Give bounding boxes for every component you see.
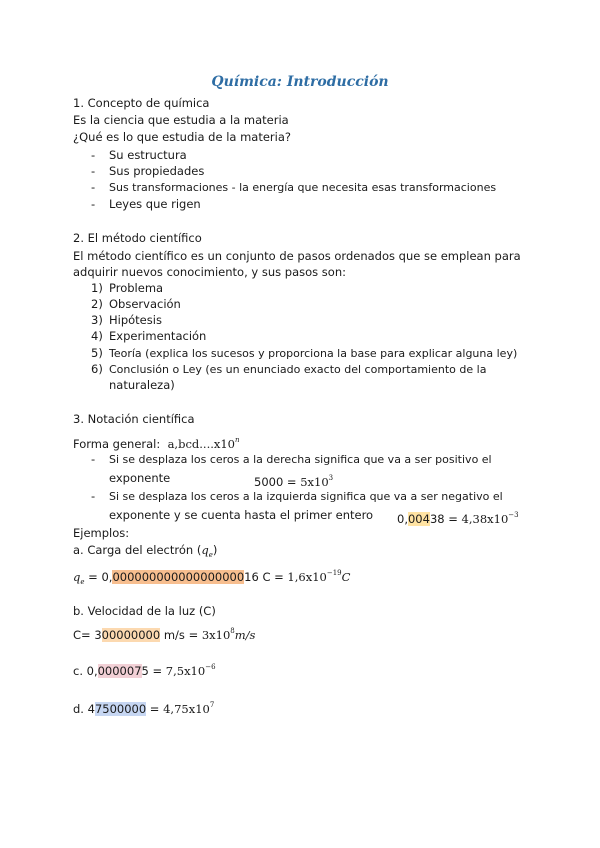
highlight-zeros: 00000000 [101, 628, 161, 642]
bullet-text: Sus transformaciones - la energía que necesita esas transformaciones [109, 181, 497, 194]
step-number: 3) [91, 313, 103, 327]
highlight-zeros: 000007 [97, 664, 142, 678]
bullet-text: Leyes que rigen [109, 197, 201, 211]
example-d-equation: d. $47500000 = 4,75x10^7$ [73, 701, 215, 716]
rule-2-example: $0,00438 = 4,38x10^{-3}$ [397, 511, 519, 526]
list-item: - [91, 452, 96, 466]
list-item: - [91, 164, 96, 178]
example-b-label: b. Velocidad de la luz (C) [73, 604, 216, 618]
step-number: 6) [91, 362, 103, 376]
highlight-zeros: 000000000000000000 [112, 570, 245, 584]
rule-2-text-continued: exponente y se cuenta hasta el primer entero [109, 508, 374, 522]
list-item: - [91, 489, 96, 503]
rule-1-example: $5000 = 5x10^3$ [254, 474, 334, 489]
example-c-equation: c. $0,0000075 = 7,5x10^{-6}$ [73, 663, 216, 678]
highlight-digits: 7500000 [94, 702, 147, 716]
list-item: - [91, 148, 96, 162]
bullet-text: Su estructura [109, 148, 187, 162]
examples-label: Ejemplos: [73, 526, 130, 540]
section-3-heading: 3. Notación científica [73, 412, 195, 426]
example-a-equation: $q_e = 0,00000000000000000016$ $C = 1,6x10^{-19}C$ [73, 569, 351, 586]
bullet-text: Sus propiedades [109, 164, 205, 178]
general-form-label: Forma general: [73, 437, 161, 451]
example-b-equation: C= 300000000 $m/s = 3x10^8m/s$ [73, 627, 256, 642]
step-text: Problema [109, 281, 164, 295]
step-number: 4) [91, 329, 103, 343]
rule-1-text: Si se desplaza los ceros a la derecha significa que va a ser positivo el [109, 453, 492, 466]
example-a-label: a. Carga del electrón $(q_e)$ [73, 543, 218, 559]
question-text: ¿Qué es lo que estudia de la materia? [73, 130, 292, 144]
method-intro-line-2: adquirir nuevos conocimiento, y sus pasos son: [73, 265, 346, 279]
highlight-zeros: 004 [407, 512, 430, 526]
general-form [73, 433, 240, 452]
method-intro-line-1: El método científico es un conjunto de pasos ordenados que se emplean para [73, 249, 521, 263]
step-text: Teoría (explica los sucesos y proporciona la base para explicar alguna ley) [109, 347, 518, 360]
step-text-continued: naturaleza) [109, 378, 175, 392]
section-2-heading: 2. El método científico [73, 231, 202, 245]
step-number: 1) [91, 281, 103, 295]
step-text: Observación [109, 297, 181, 311]
general-form-expression: a,bcd....x10 [167, 437, 235, 451]
general-form-exponent: n [235, 436, 240, 444]
list-item: - [91, 180, 96, 194]
rule-2-text: Si se desplaza los ceros a la izquierda significa que va a ser negativo el [109, 490, 503, 503]
definition-text: Es la ciencia que estudia a la materia [73, 113, 289, 127]
list-item: - [91, 197, 96, 211]
step-text: Hipótesis [109, 313, 162, 327]
step-text: Experimentación [109, 329, 207, 343]
step-number: 2) [91, 297, 103, 311]
rule-1-text-continued: exponente [109, 471, 171, 485]
step-number: 5) [91, 346, 103, 360]
page-title: Química: Introducción [211, 74, 389, 90]
step-text: Conclusión o Ley (es un enunciado exacto del comportamiento de la [109, 363, 487, 376]
section-1-heading: 1. Concepto de química [73, 96, 210, 110]
